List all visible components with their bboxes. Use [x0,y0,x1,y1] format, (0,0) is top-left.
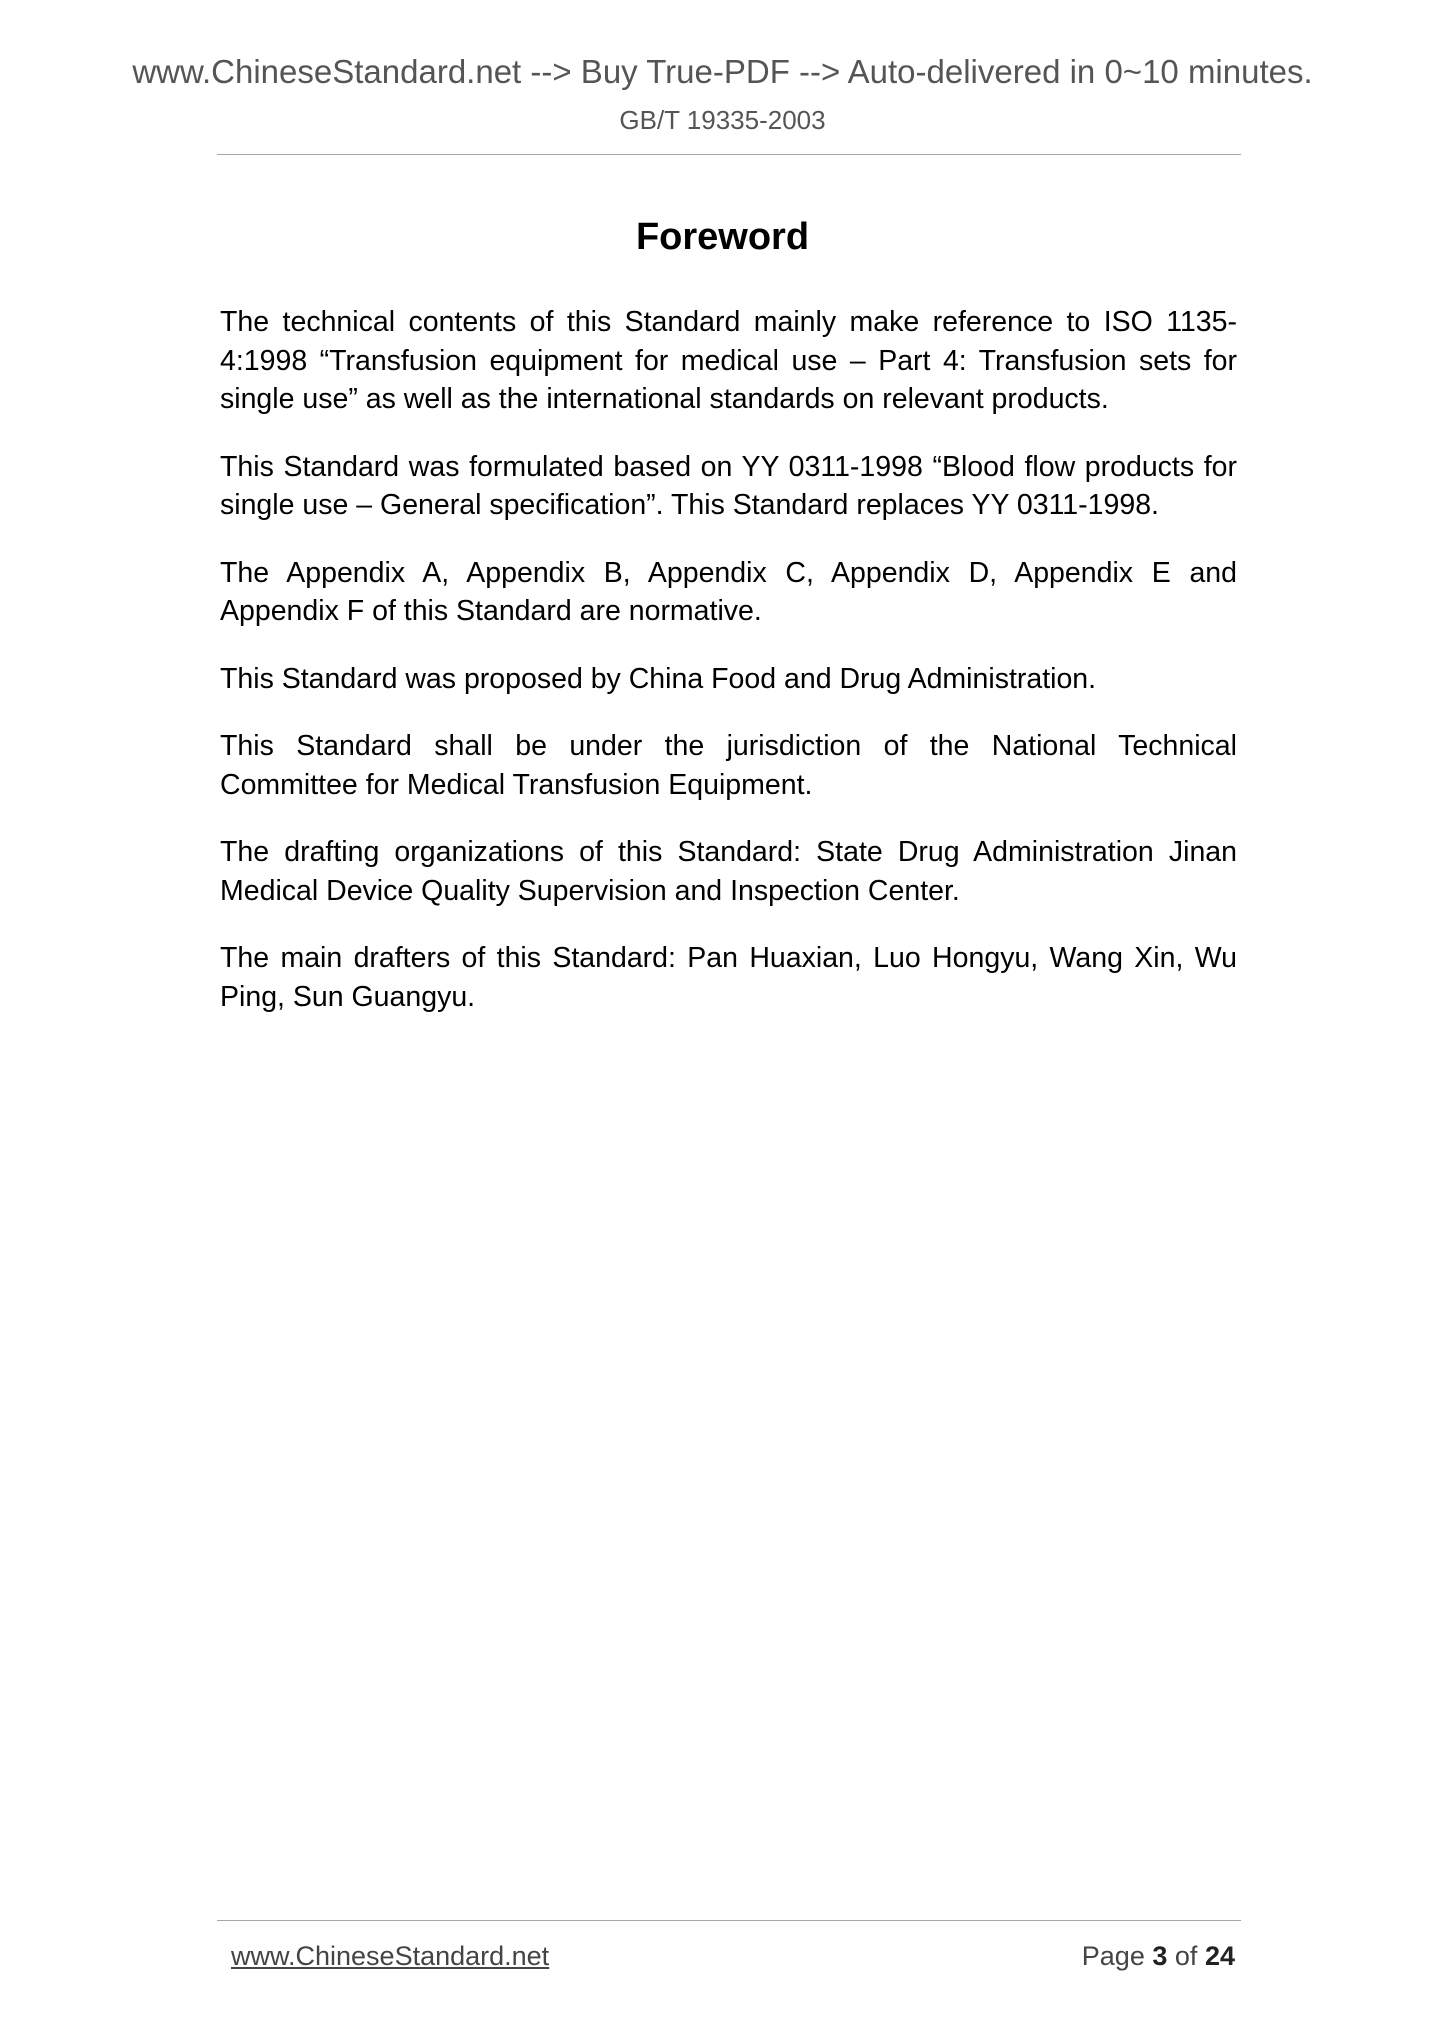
page-title: Foreword [635,216,810,258]
page-prefix: Page [1081,1941,1145,1971]
document-code: GB/T 19335-2003 [619,105,826,135]
paragraph-technical-contents: The technical contents of this Standard mainly make reference to ISO 1135-4:1998 “Transfusion equipment for medical use – Part 4: Transfusion sets for single use” as well as the international standards on relevant products. [220,306,1237,415]
paragraph-drafting-organizations: The drafting organizations of this Standard: State Drug Administration Jinan Medical Device Quality Supervision and Inspection Center. [220,836,1237,907]
header-divider [217,154,1241,155]
paragraph-jurisdiction: This Standard shall be under the jurisdiction of the National Technical Committee for Medical Transfusion Equipment. [220,730,1237,801]
footer-website-link[interactable]: www.ChineseStandard.net [231,1941,550,1971]
paragraph-proposed-by: This Standard was proposed by China Food and Drug Administration. [220,662,1097,695]
top-banner: www.ChineseStandard.net --> Buy True-PDF --> Auto-delivered in 0~10 minutes. [132,53,1313,90]
paragraph-main-drafters: The main drafters of this Standard: Pan Huaxian, Luo Hongyu, Wang Xin, Wu Ping, Sun Guangyu. [220,942,1237,1013]
footer-divider [217,1920,1241,1921]
page-current: 3 [1152,1941,1168,1971]
paragraph-formulation-basis: This Standard was formulated based on YY 0311-1998 “Blood flow products for single use – General specification”. This Standard replaces YY 0311-1998. [220,450,1237,521]
foreword-body [220,303,1237,1045]
paragraph-appendices: The Appendix A, Appendix B, Appendix C, Appendix D, Appendix E and Appendix F of this Standard are normative. [220,556,1237,627]
page-number [1082,1939,1235,1973]
page-total: 24 [1204,1941,1235,1971]
page-of: of [1174,1941,1198,1971]
